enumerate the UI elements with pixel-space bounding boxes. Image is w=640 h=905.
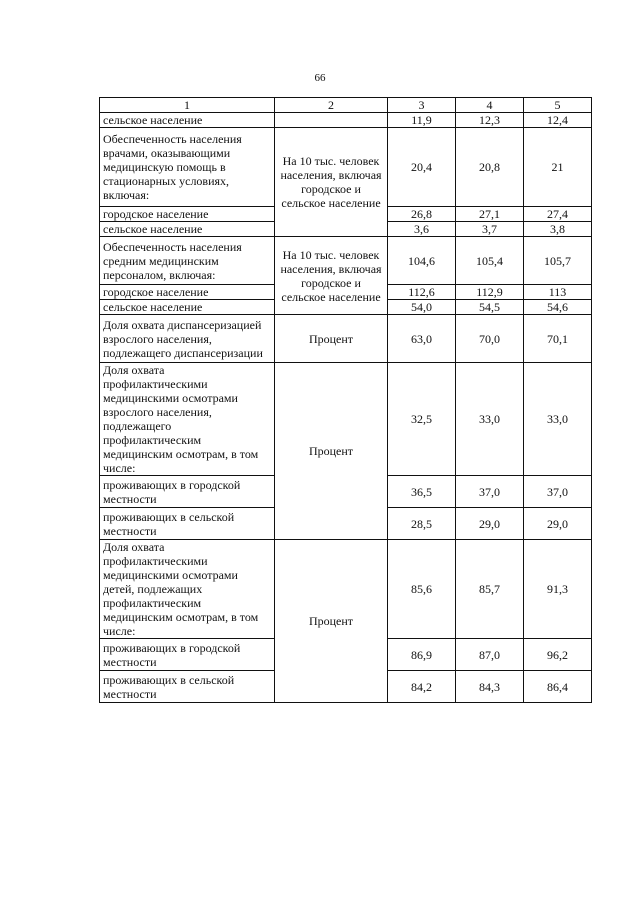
value-cell: 27,1 (456, 207, 524, 222)
header-cell: 1 (100, 98, 275, 113)
table-row (100, 113, 592, 128)
value-cell: 105,7 (524, 237, 592, 285)
value-cell: 85,7 (456, 540, 524, 639)
value-cell: 3,6 (388, 222, 456, 237)
unit-cell-empty (275, 113, 388, 128)
row-label: Обеспеченность населения врачами, оказывающими медицинскую помощь в стационарных условиях, включая: (100, 128, 275, 207)
value-cell: 3,8 (524, 222, 592, 237)
value-cell: 70,1 (524, 315, 592, 363)
row-label: Обеспеченность населения средним медицинским персоналом, включая: (100, 237, 275, 285)
table-header-row (100, 98, 592, 113)
value-cell: 87,0 (456, 639, 524, 671)
value-cell: 12,4 (524, 113, 592, 128)
row-label: Доля охвата профилактическими медицинскими осмотрами взрослого населения, подлежащего профилактическим медицинским осмотрам, в том числе: (100, 363, 275, 476)
unit-cell: Процент (275, 540, 388, 703)
value-cell: 36,5 (388, 476, 456, 508)
header-cell: 4 (456, 98, 524, 113)
value-cell: 20,8 (456, 128, 524, 207)
table-row (100, 363, 592, 476)
table-row (100, 540, 592, 639)
value-cell: 33,0 (524, 363, 592, 476)
value-cell: 29,0 (524, 508, 592, 540)
value-cell: 28,5 (388, 508, 456, 540)
value-cell: 33,0 (456, 363, 524, 476)
value-cell: 54,5 (456, 300, 524, 315)
unit-cell: На 10 тыс. человек населения, включая городское и сельское население (275, 128, 388, 237)
value-cell: 3,7 (456, 222, 524, 237)
value-cell: 32,5 (388, 363, 456, 476)
value-cell: 63,0 (388, 315, 456, 363)
table-row (100, 315, 592, 363)
value-cell: 84,3 (456, 671, 524, 703)
unit-cell: Процент (275, 315, 388, 363)
row-label: Доля охвата диспансеризацией взрослого населения, подлежащего диспансеризации (100, 315, 275, 363)
value-cell: 11,9 (388, 113, 456, 128)
value-cell: 26,8 (388, 207, 456, 222)
row-label: проживающих в сельской местности (100, 508, 275, 540)
value-cell: 85,6 (388, 540, 456, 639)
value-cell: 86,4 (524, 671, 592, 703)
value-cell: 112,9 (456, 285, 524, 300)
value-cell: 96,2 (524, 639, 592, 671)
unit-cell: На 10 тыс. человек населения, включая городское и сельское население (275, 237, 388, 315)
indicators-table (99, 97, 592, 703)
header-cell: 3 (388, 98, 456, 113)
value-cell: 86,9 (388, 639, 456, 671)
header-cell: 5 (524, 98, 592, 113)
unit-cell: Процент (275, 363, 388, 540)
value-cell: 70,0 (456, 315, 524, 363)
row-label: сельское население (100, 222, 275, 237)
value-cell: 105,4 (456, 237, 524, 285)
value-cell: 113 (524, 285, 592, 300)
value-cell: 27,4 (524, 207, 592, 222)
value-cell: 54,0 (388, 300, 456, 315)
value-cell: 54,6 (524, 300, 592, 315)
row-label: проживающих в городской местности (100, 476, 275, 508)
table-row (100, 237, 592, 285)
value-cell: 104,6 (388, 237, 456, 285)
value-cell: 20,4 (388, 128, 456, 207)
row-label: сельское население (100, 113, 275, 128)
header-cell: 2 (275, 98, 388, 113)
value-cell: 37,0 (456, 476, 524, 508)
value-cell: 112,6 (388, 285, 456, 300)
value-cell: 37,0 (524, 476, 592, 508)
page-number: 66 (314, 72, 326, 84)
table-row (100, 128, 592, 207)
row-label: проживающих в сельской местности (100, 671, 275, 703)
value-cell: 29,0 (456, 508, 524, 540)
value-cell: 84,2 (388, 671, 456, 703)
row-label: сельское население (100, 300, 275, 315)
row-label: городское население (100, 285, 275, 300)
row-label: Доля охвата профилактическими медицинскими осмотрами детей, подлежащих профилактическим медицинским осмотрам, в том числе: (100, 540, 275, 639)
value-cell: 91,3 (524, 540, 592, 639)
value-cell: 12,3 (456, 113, 524, 128)
row-label: городское население (100, 207, 275, 222)
row-label: проживающих в городской местности (100, 639, 275, 671)
value-cell: 21 (524, 128, 592, 207)
